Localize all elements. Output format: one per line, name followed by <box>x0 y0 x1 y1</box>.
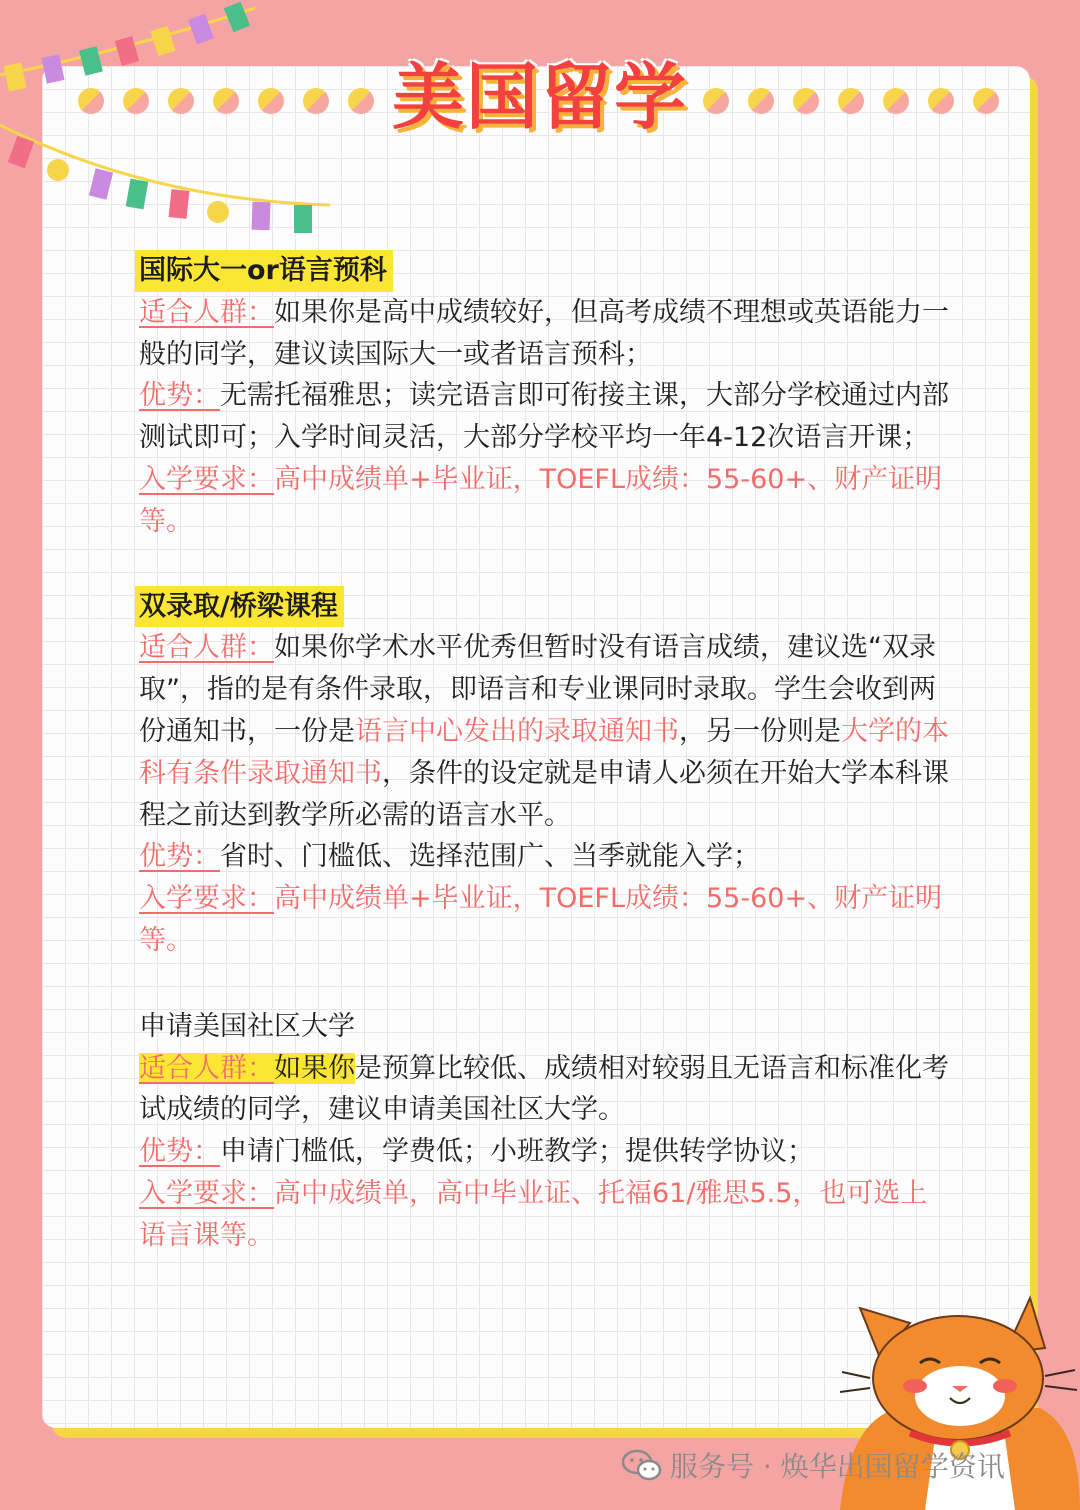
suit-highlight-text: 语言中心发出的录取通知书 <box>355 715 679 747</box>
dot-decoration <box>703 88 729 114</box>
dot-row-left <box>78 88 374 114</box>
requirement-label: 入学要求： <box>139 883 274 915</box>
requirement-label: 入学要求： <box>139 463 274 495</box>
advantage-text: 申请门槛低，学费低；小班教学；提供转学协议； <box>220 1136 814 1168</box>
requirement-text: 高中成绩单，高中毕业证、托福61/雅思5.5，也可选上语言课等。 <box>139 1177 928 1251</box>
suit-label: 适合人群： <box>139 296 274 328</box>
dot-decoration <box>838 88 864 114</box>
section-heading: 国际大一or语言预科 <box>135 250 393 292</box>
suit-text: 是预算比较低、成绩相对较弱且无语言和标准化考试成绩的同学，建议申请美国社区大学。 <box>139 1052 949 1126</box>
dot-row-right <box>703 88 999 114</box>
advantage-label: 优势： <box>139 841 220 873</box>
watermark <box>622 1445 1005 1485</box>
dot-decoration <box>883 88 909 114</box>
suit-text: ，另一份则是 <box>679 715 841 747</box>
bunting-decoration <box>0 0 360 240</box>
section-intl-foundation <box>139 250 954 543</box>
suit-text: 如果你是高中成绩较好，但高考成绩不理想或英语能力一般的同学，建议读国际大一或者语言预科； <box>139 296 949 370</box>
suit-text: 如果你学术水平优秀但暂时没有语言成绩，建议选“双录取”，指的是有条件录取，即语言和专业课同时录取。学生会收到两份通知书，一份是 <box>139 632 936 747</box>
suit-label: 适合人群： <box>139 632 274 664</box>
advantage-text: 无需托福雅思；读完语言即可衔接主课，大部分学校通过内部测试即可；入学时间灵活，大部分学校平均一年4-12次语言开课； <box>139 380 949 454</box>
dot-decoration <box>303 88 329 114</box>
watermark-text: 服务号 · 焕华出国留学资讯 <box>670 1450 1005 1483</box>
dot-decoration <box>213 88 239 114</box>
advantage-label: 优势： <box>139 1136 220 1168</box>
dot-decoration <box>748 88 774 114</box>
dot-decoration <box>168 88 194 114</box>
section-heading: 申请美国社区大学 <box>139 1010 355 1042</box>
requirement-label: 入学要求： <box>139 1177 274 1209</box>
dot-decoration <box>348 88 374 114</box>
main-content <box>139 250 954 1257</box>
requirement-text: 高中成绩单+毕业证，TOEFL成绩：55-60+、财产证明等。 <box>139 883 943 956</box>
dot-decoration <box>123 88 149 114</box>
suit-highlight-text: 如果你 <box>274 1052 355 1084</box>
dot-decoration <box>258 88 284 114</box>
advantage-label: 优势： <box>139 380 220 412</box>
advantage-text: 省时、门槛低、选择范围广、当季就能入学； <box>220 841 760 873</box>
suit-text: ，条件的设定就是申请人必须在开始大学本科课程之前达到教学所必需的语言水平。 <box>139 757 949 831</box>
section-heading: 双录取/桥梁课程 <box>135 586 344 628</box>
dot-decoration <box>78 88 104 114</box>
dot-decoration <box>793 88 819 114</box>
dot-decoration <box>973 88 999 114</box>
requirement-text: 高中成绩单+毕业证，TOEFL成绩：55-60+、财产证明等。 <box>139 463 943 537</box>
wechat-icon <box>622 1448 662 1482</box>
suit-highlight-text: 大学的本科有条件录取通知书 <box>139 715 949 789</box>
section-dual-admission <box>139 586 954 962</box>
section-community-college <box>139 1006 954 1257</box>
page-title: 美国留学 <box>392 55 689 139</box>
suit-label: 适合人群： <box>139 1052 274 1084</box>
dot-decoration <box>928 88 954 114</box>
